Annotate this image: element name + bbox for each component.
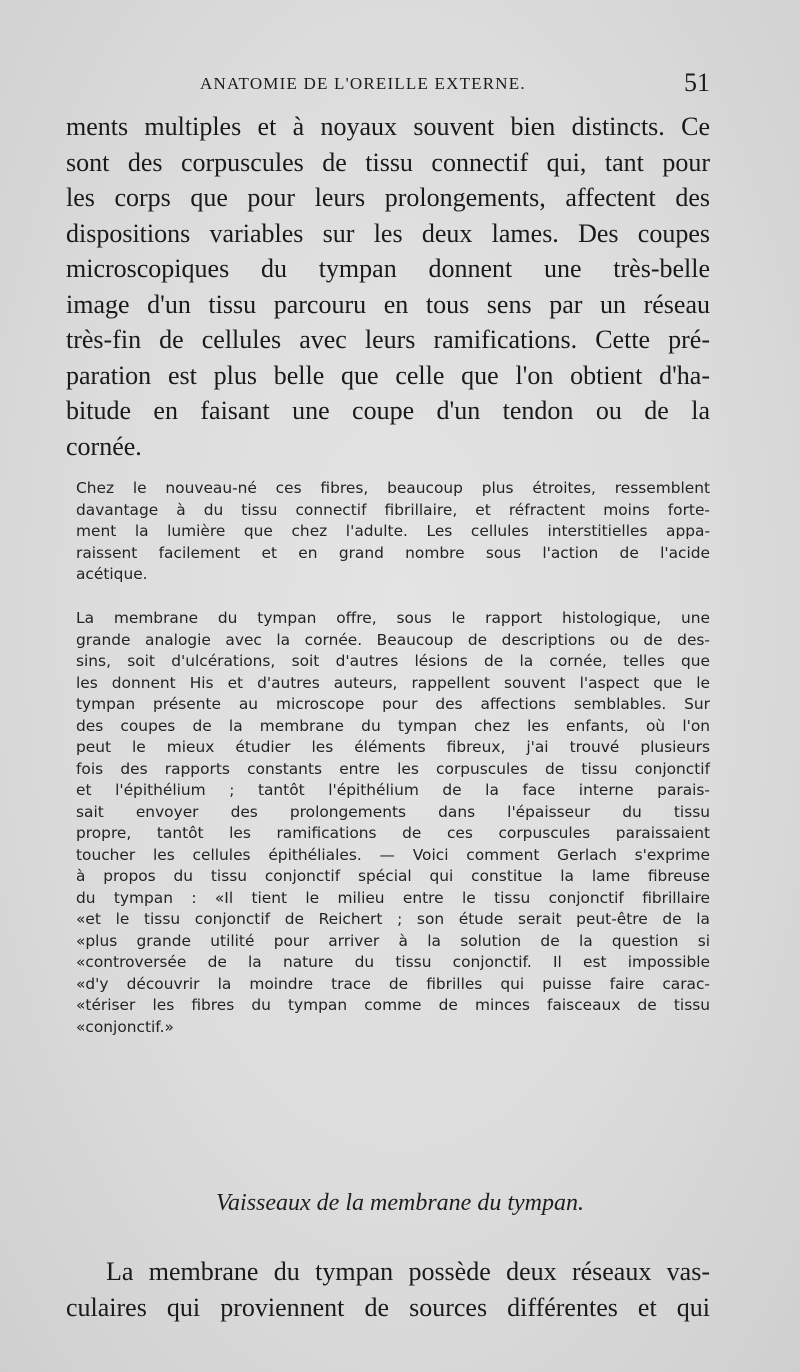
text-line: «plus grande utilité pour arriver à la solution de la question si bbox=[76, 931, 710, 950]
text-line: grande analogie avec la cornée. Beaucoup de descriptions ou de des- bbox=[76, 630, 710, 649]
text-line: raissent facilement et en grand nombre sous l'action de l'acide bbox=[76, 543, 710, 562]
text-line: tympan présente au microscope pour des affections semblables. Sur bbox=[76, 695, 710, 713]
text-line: «controversée de la nature du tissu conjonctif. Il est impossible bbox=[76, 953, 710, 971]
text-line: davantage à du tissu connectif fibrillaire, et réfractent moins forte- bbox=[76, 500, 710, 519]
text-line: «d'y découvrir la moindre trace de fibrilles qui puisse faire carac- bbox=[76, 974, 710, 993]
text-line: dispositions variables sur les deux lames. Des coupes bbox=[66, 218, 710, 248]
text-line: La membrane du tympan possède deux réseaux vas- bbox=[106, 1257, 710, 1286]
text-line: «tériser les fibres du tympan comme de minces faisceaux de tissu bbox=[76, 996, 710, 1014]
text-line: sins, soit d'ulcérations, soit d'autres lésions de la cornée, telles que bbox=[76, 652, 710, 670]
text-line: toucher les cellules épithéliales. — Voici comment Gerlach s'exprime bbox=[76, 845, 710, 864]
text-line: des coupes de la membrane du tympan chez les enfants, où l'on bbox=[76, 716, 710, 735]
text-line: paration est plus belle que celle que l'on obtient d'ha- bbox=[66, 360, 710, 390]
text-line: les corps que pour leurs prolongements, affectent des bbox=[66, 183, 710, 212]
text-line: et l'épithélium ; tantôt l'épithélium de la face interne parais- bbox=[76, 781, 710, 799]
text-line: propre, tantôt les ramifications de ces corpuscules paraissaient bbox=[76, 824, 710, 842]
text-line: peut le mieux étudier les éléments fibreux, j'ai trouvé plusieurs bbox=[76, 738, 710, 756]
text-line: bitude en faisant une coupe d'un tendon ou de la bbox=[66, 396, 710, 425]
page-number: 51 bbox=[684, 68, 710, 97]
section-heading: Vaisseaux de la membrane du tympan. bbox=[216, 1190, 584, 1216]
text-line: les donnent His et d'autres auteurs, rappellent souvent l'aspect que le bbox=[76, 673, 710, 692]
text-line: fois des rapports constants entre les corpuscules de tissu conjonctif bbox=[76, 759, 710, 778]
text-line: image d'un tissu parcouru en tous sens par un réseau bbox=[66, 289, 710, 319]
note-paragraph-1 bbox=[76, 478, 710, 586]
body-paragraph-2 bbox=[66, 1254, 710, 1325]
text-line: microscopiques du tympan donnent une très-belle bbox=[66, 254, 710, 283]
text-line: très-fin de cellules avec leurs ramifications. Cette pré- bbox=[66, 325, 710, 354]
text-line: sait envoyer des prolongements dans l'épaisseur du tissu bbox=[76, 802, 710, 821]
text-line: acétique. bbox=[76, 565, 148, 583]
note-paragraph-2 bbox=[76, 608, 710, 1038]
text-line: culaires qui proviennent de sources différentes et qui bbox=[66, 1292, 710, 1322]
text-line: Chez le nouveau-né ces fibres, beaucoup plus étroites, ressemblent bbox=[76, 479, 710, 497]
text-line: à propos du tissu conjonctif spécial qui constitue la lame fibreuse bbox=[76, 867, 710, 885]
running-title: ANATOMIE DE L'OREILLE EXTERNE. bbox=[200, 74, 526, 93]
running-head bbox=[200, 68, 720, 100]
text-line: du tympan : «Il tient le milieu entre le tissu conjonctif fibrillaire bbox=[76, 888, 710, 907]
text-line: sont des corpuscules de tissu connectif qui, tant pour bbox=[66, 147, 710, 177]
body-paragraph-1 bbox=[66, 109, 710, 464]
text-line: La membrane du tympan offre, sous le rapport histologique, une bbox=[76, 609, 710, 627]
text-line: ments multiples et à noyaux souvent bien distincts. Ce bbox=[66, 112, 710, 141]
text-line: «et le tissu conjonctif de Reichert ; son étude serait peut-être de la bbox=[76, 910, 710, 928]
text-line: «conjonctif.» bbox=[76, 1017, 174, 1036]
text-line: ment la lumière que chez l'adulte. Les cellules interstitielles appa- bbox=[76, 522, 710, 540]
text-line: cornée. bbox=[66, 431, 142, 461]
